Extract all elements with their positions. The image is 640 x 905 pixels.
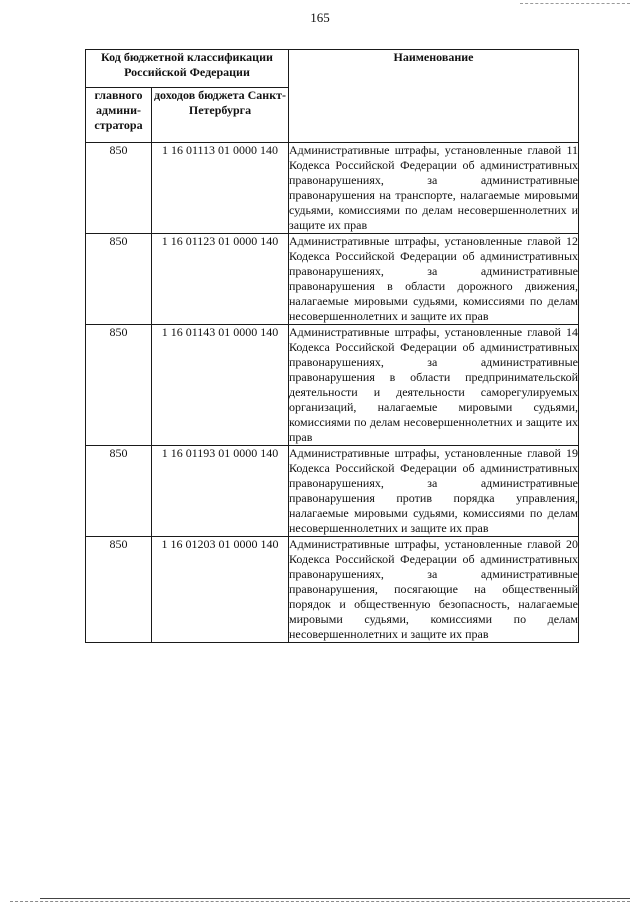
bottom-scan-rule [40, 898, 630, 899]
table-row [86, 537, 579, 643]
table-row [86, 234, 579, 325]
income-name-cell: Административные штрафы, установленные главой 20 Кодекса Российской Федерации об административных правонарушениях, за административные правонарушения, посягающие на общественный порядок и общественную безопасность, налагаемые мировыми судьями, комиссиями по делам несовершеннолетних и защите их прав [289, 537, 578, 641]
income-code-cell: 1 16 01193 01 0000 140 [152, 446, 289, 537]
budget-classification-table [85, 49, 579, 643]
income-code-cell: 1 16 01143 01 0000 140 [152, 325, 289, 446]
bottom-scan-rule-light [10, 901, 630, 902]
admin-code-cell: 850 [86, 446, 152, 537]
income-name-cell: Административные штрафы, установленные главой 19 Кодекса Российской Федерации об административных правонарушениях, за административные правонарушения против порядка управления, налагаемые мировыми судьями, комиссиями по делам несовершеннолетних и защите их прав [289, 446, 578, 535]
table-row [86, 325, 579, 446]
name-column-header: Наименование [289, 50, 579, 143]
admin-code-cell: 850 [86, 234, 152, 325]
budget-code-group-header: Код бюджетной классификации Российской Федерации [86, 50, 289, 88]
income-name-cell: Административные штрафы, установленные главой 12 Кодекса Российской Федерации об административных правонарушениях, за административные правонарушения в области дорожного движения, налагаемые мировыми судьями, комиссиями по делам несовершеннолетних и защите их прав [289, 234, 578, 323]
income-column-header: доходов бюджета Санкт-Петербурга [152, 88, 289, 143]
admin-code-cell: 850 [86, 537, 152, 643]
scan-edge-mark [520, 3, 630, 4]
admin-column-header: главного админи-стратора [86, 88, 152, 143]
admin-code-cell: 850 [86, 325, 152, 446]
income-name-cell: Административные штрафы, установленные главой 14 Кодекса Российской Федерации об административных правонарушениях, за административные правонарушения в области предпринимательской деятельности и деятельности саморегулируемых организаций, налагаемые мировыми судьями, комиссиями по делам несовершеннолетних и защите их прав [289, 325, 578, 444]
page-number: 165 [310, 10, 330, 25]
table-row [86, 143, 579, 234]
income-name-cell: Административные штрафы, установленные главой 11 Кодекса Российской Федерации об административных правонарушениях, за административные правонарушения на транспорте, налагаемые мировыми судьями, комиссиями по делам несовершеннолетних и защите их прав [289, 143, 578, 232]
table-header-row [86, 50, 579, 88]
table-row [86, 446, 579, 537]
admin-code-cell: 850 [86, 143, 152, 234]
income-code-cell: 1 16 01123 01 0000 140 [152, 234, 289, 325]
income-code-cell: 1 16 01113 01 0000 140 [152, 143, 289, 234]
income-code-cell: 1 16 01203 01 0000 140 [152, 537, 289, 643]
